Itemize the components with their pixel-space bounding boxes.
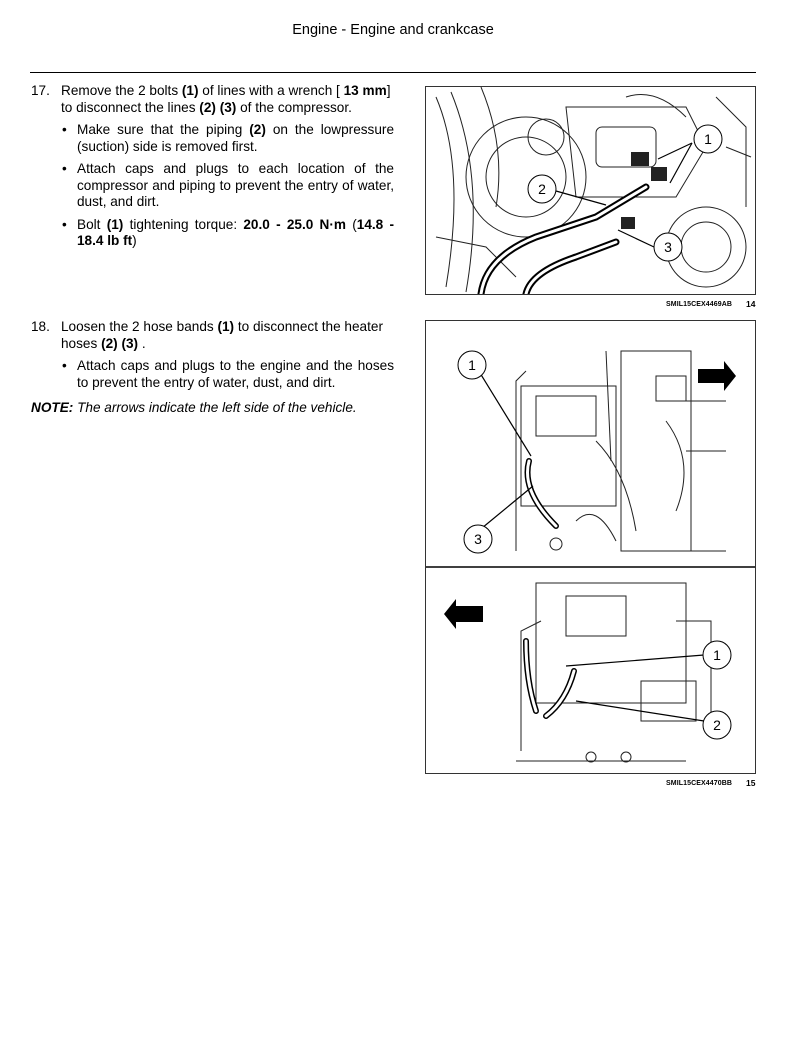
bullet-item — [61, 122, 394, 155]
arrow-left-icon — [444, 599, 483, 629]
figure-compressor-lines — [425, 86, 756, 295]
torque-value: 20.0 - 25.0 N·m — [243, 216, 346, 232]
step-number: 18. — [31, 319, 50, 334]
header-divider — [30, 72, 756, 73]
text-run: of lines with a wrench [ — [198, 83, 344, 98]
step-number: 17. — [31, 83, 50, 98]
callout-label: 1 — [713, 647, 721, 663]
bullet-icon: • — [62, 161, 67, 176]
callout-label: 2 — [713, 717, 721, 733]
callout-ref: (1) — [106, 216, 124, 232]
callout-label: 2 — [538, 181, 546, 197]
callout-ref: (2) (3) — [199, 99, 237, 115]
callout-label: 3 — [474, 531, 482, 547]
text-run: ) — [132, 233, 137, 248]
text-run: Attach caps and plugs to each location of the compressor and piping to prevent the entry of water, dust, and dirt. — [77, 161, 394, 209]
bullet-icon: • — [62, 216, 67, 232]
callout-ref: (2) — [249, 122, 266, 137]
note — [31, 400, 357, 415]
text-run: . — [138, 335, 146, 351]
step-instruction — [61, 83, 394, 116]
text-run: ( — [346, 216, 357, 232]
text-run: to disconnect the lines — [61, 99, 200, 115]
arrow-right-icon — [698, 361, 736, 391]
step-18 — [31, 319, 394, 391]
text-run: of the compressor. — [236, 99, 352, 115]
text-run: ] — [386, 83, 391, 98]
page-header-title: Engine - Engine and crankcase — [292, 22, 494, 38]
figure-number: 14 — [746, 299, 756, 309]
engine-illustration — [426, 321, 755, 773]
text-run: Loosen the 2 hose bands — [61, 319, 218, 334]
callout-ref: (1) — [181, 83, 199, 98]
step-instruction — [61, 319, 394, 352]
bullet-item — [61, 358, 394, 391]
figure-code: SMIL15CEX4470BB — [666, 780, 733, 787]
bullet-icon: • — [62, 122, 67, 137]
figure-number: 15 — [746, 778, 756, 788]
text-run: to disconnect the heater hoses — [61, 319, 383, 351]
figure-heater-hoses — [425, 320, 756, 774]
text-run: Bolt — [77, 216, 107, 232]
tool-size: 13 mm — [343, 83, 387, 98]
text-run: on the lowpressure (suction) side is removed first. — [77, 122, 395, 154]
callout-label: 1 — [468, 357, 476, 373]
bullet-item — [61, 217, 394, 250]
note-text: The arrows indicate the left side of the vehicle. — [77, 400, 357, 415]
callout-label: 1 — [704, 131, 712, 147]
text-run: Remove the 2 bolts — [61, 83, 182, 98]
callout-ref: (2) (3) — [101, 335, 139, 351]
text-run: tightening torque: — [123, 216, 244, 232]
compressor-illustration — [426, 87, 755, 294]
bullet-item — [61, 161, 394, 211]
callout-label: 3 — [664, 239, 672, 255]
bullet-icon: • — [62, 358, 67, 373]
callout-ref: (1) — [217, 319, 235, 334]
figure-code: SMIL15CEX4469AB — [666, 301, 733, 308]
step-17 — [31, 83, 394, 250]
note-label: NOTE: — [31, 400, 74, 415]
text-run: Make sure that the piping — [77, 122, 250, 137]
text-run: Attach caps and plugs to the engine and the hoses to prevent the entry of water, dust, and dirt. — [77, 358, 394, 390]
torque-value-imperial: 14.8 - 18.4 lb ft — [77, 216, 395, 248]
